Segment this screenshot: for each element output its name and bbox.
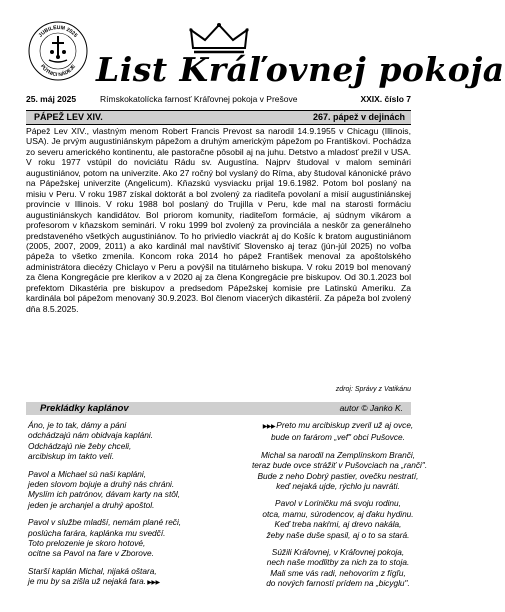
- poem-stanza: [252, 449, 428, 492]
- issue-number: XXIX. číslo 7: [360, 94, 411, 104]
- poem-stanza: [28, 469, 203, 511]
- poem-line: žeby naše duše spasil, aj o to sa stará.: [266, 529, 410, 540]
- poem-stanza: [252, 547, 424, 589]
- poem-line: Pavol v službe mladší, nemám plané reči,: [28, 517, 182, 528]
- poem-stanza: [28, 517, 203, 559]
- poem-line: Keď treba nakŕmi, aj drevo nakála,: [274, 519, 402, 530]
- svg-text:PÚTNICI NÁDEJE: [39, 63, 78, 78]
- poem-stanza: [28, 566, 203, 589]
- poem-section-bar: [26, 402, 411, 415]
- poem-left-column: [28, 420, 203, 596]
- article-section-bar: [26, 110, 411, 125]
- poem-line: odchádzajú nám obidvaja kapláni.: [28, 430, 154, 441]
- poem-line: ▶▶▶ Preto mu arcibiskup zveril už aj ovce,: [262, 420, 414, 430]
- poem-line: Bude z neho Dobrý pastier, ovečku nestratí,: [257, 470, 419, 481]
- poem-line: Toto prelozenie je skoro hotové,: [28, 538, 146, 549]
- poem-line: Pavol a Michael sú naši kapláni,: [28, 468, 147, 479]
- poem-line: teraz bude ovce strážiť v Pušovciach na „ranči".: [252, 460, 428, 471]
- masthead-title: List Kráľovnej pokoja: [96, 50, 505, 89]
- poem-line: nech naše modlitby za nich za to stoja.: [266, 557, 410, 568]
- article-heading: PÁPEŽ LEV XIV.: [34, 112, 103, 122]
- poem-right-column: [252, 420, 428, 596]
- article-subheading: 267. pápež v dejinách: [312, 112, 405, 122]
- poem-line: bude on farárom „vef" obci Pušovce.: [271, 432, 405, 443]
- poem-line: jeden slovom bojuje a druhý nás chráni.: [28, 479, 175, 490]
- poem-line: otca, mamu, súrodencov, aj ďaku hydinu.: [262, 508, 414, 519]
- continued-from-arrows: ▶▶▶: [262, 424, 277, 430]
- poem-line: Starší kaplán Michal, nijaká oštara,: [28, 565, 157, 576]
- poem-line: Súžili Kráľovnej, v Kráľovnej pokoja,: [271, 547, 405, 558]
- poem-line: Mali sme vás radi, nehovorím z fígľu,: [270, 567, 406, 578]
- poem-stanza: [28, 420, 203, 462]
- poem-stanza: [252, 498, 424, 540]
- poem-line: je mu by sa zišla už nejaká fara. ▶▶▶: [28, 576, 160, 587]
- poem-author: autor © Janko K.: [339, 403, 403, 413]
- poem-line: arcibiskup im takto velí.: [28, 451, 115, 462]
- article-source: zdroj: Správy z Vatikánu: [335, 386, 411, 393]
- poem-line: Áno, je to tak, dámy a páni: [28, 420, 127, 430]
- article-body: Pápež Lev XIV., vlastným menom Robert Francis Prevost sa narodil 14.9.1955 v Chicagu (Illinois, USA). Je prvým augustiniánskym pápežom a druhým americkým pápežom po Františkovi. Pochádza zo severu amerického kontinentu, ale pastoračne pôsobil aj na juhu. Detstvo a mladosť prežil v USA. V roku 1977 vstúpil do noviciátu Rádu sv. Augustína. Najprv študoval v malom seminári augustiniánov, potom na univerzite. Ako 27 ročný bol vyslaný do Ríma, aby študoval kánonické právo na Pápežskej univerzite (Angelicum). Kňazskú vysviacku prijal 19.6.1982. Potom bol poslaný na misiu v Peru. V roku 1987 získal doktorát a bol zvolený za riaditeľa povolaní a misií augustiniánskej provincie v Illinois. V roku 1988 bol poslaný do Trujilla v Peru, kde mal na starosti formáciu augustiniánskych kandidátov. Bol priorom komunity, riaditeľom formácie, aj súdnym vikárom a profesorom v kňazskom seminári. V roku 1999 bol zvolený za provinciála a neskôr za generálneho predstaveného všetkých augustiniánov. To ho priviedlo viackrát aj do Košíc k bratom augustiniánom (2005, 2007, 2009, 2011) a ako kardinál mal navštíviť Slovensko aj teraz (jún-júl 2025) no voľba pápeža to všetko zmenila. Koncom roka 2014 ho pápež František menoval za apoštolského administrátora diecézy Chiclayo v Peru a povýšil na titulárneho biskupa. V roku 2019 bol menovaný za člena Kongregácie pre klerikov a v 2020 aj za člena Kongregácie pre biskupov. Od 30.1.2023 bol prefektom Dikastéria pre biskupov a predsedom Pápežskej komisie pre Latinskú Ameriku. Za kardinála bol pápežom menovaný 30.9.2023. Bol členom viacerých dikastérií. Za pápeža bol zvolený dňa 8.5.2025.: [26, 126, 411, 314]
- continued-arrows: ▶▶▶: [146, 580, 160, 587]
- issue-date: 25. máj 2025: [26, 94, 77, 104]
- poem-line: poslúcha farára, kaplánka mu svedčí.: [28, 527, 166, 538]
- jubilee-logo: [27, 20, 89, 82]
- poem-stanza: [252, 420, 424, 443]
- logo-text: JUBILEUM 2025: [37, 24, 79, 39]
- poem-line: jeden je archanjel a druhý apoštol.: [28, 499, 155, 510]
- poem-heading: Prekládky kaplánov: [40, 403, 129, 414]
- poem-line: keď nejaká ujde, rýchlo ju navráti.: [276, 481, 400, 492]
- poem-line: ocitne sa Pavol na fare v Zborove.: [28, 548, 154, 559]
- logo-motto: PÚTNICI NÁDEJE: [38, 63, 78, 79]
- poem-line: Odchádzajú nie žeby chceli,: [28, 440, 132, 451]
- poem-line: Myslím ich patrónov, dávam karty na stôl,: [28, 489, 181, 500]
- poem-line: Pavol v Loriničku má svoju rodinu,: [275, 498, 401, 509]
- poem-line: Michal sa narodil na Zemplínskom Branči,: [260, 449, 415, 460]
- parish-name: Rímskokatolícka farnosť Kráľovnej pokoja v Prešove: [100, 94, 298, 104]
- poem-line: do nových farností prídem na „bicyglu".: [266, 578, 410, 589]
- issue-meta: [26, 94, 411, 106]
